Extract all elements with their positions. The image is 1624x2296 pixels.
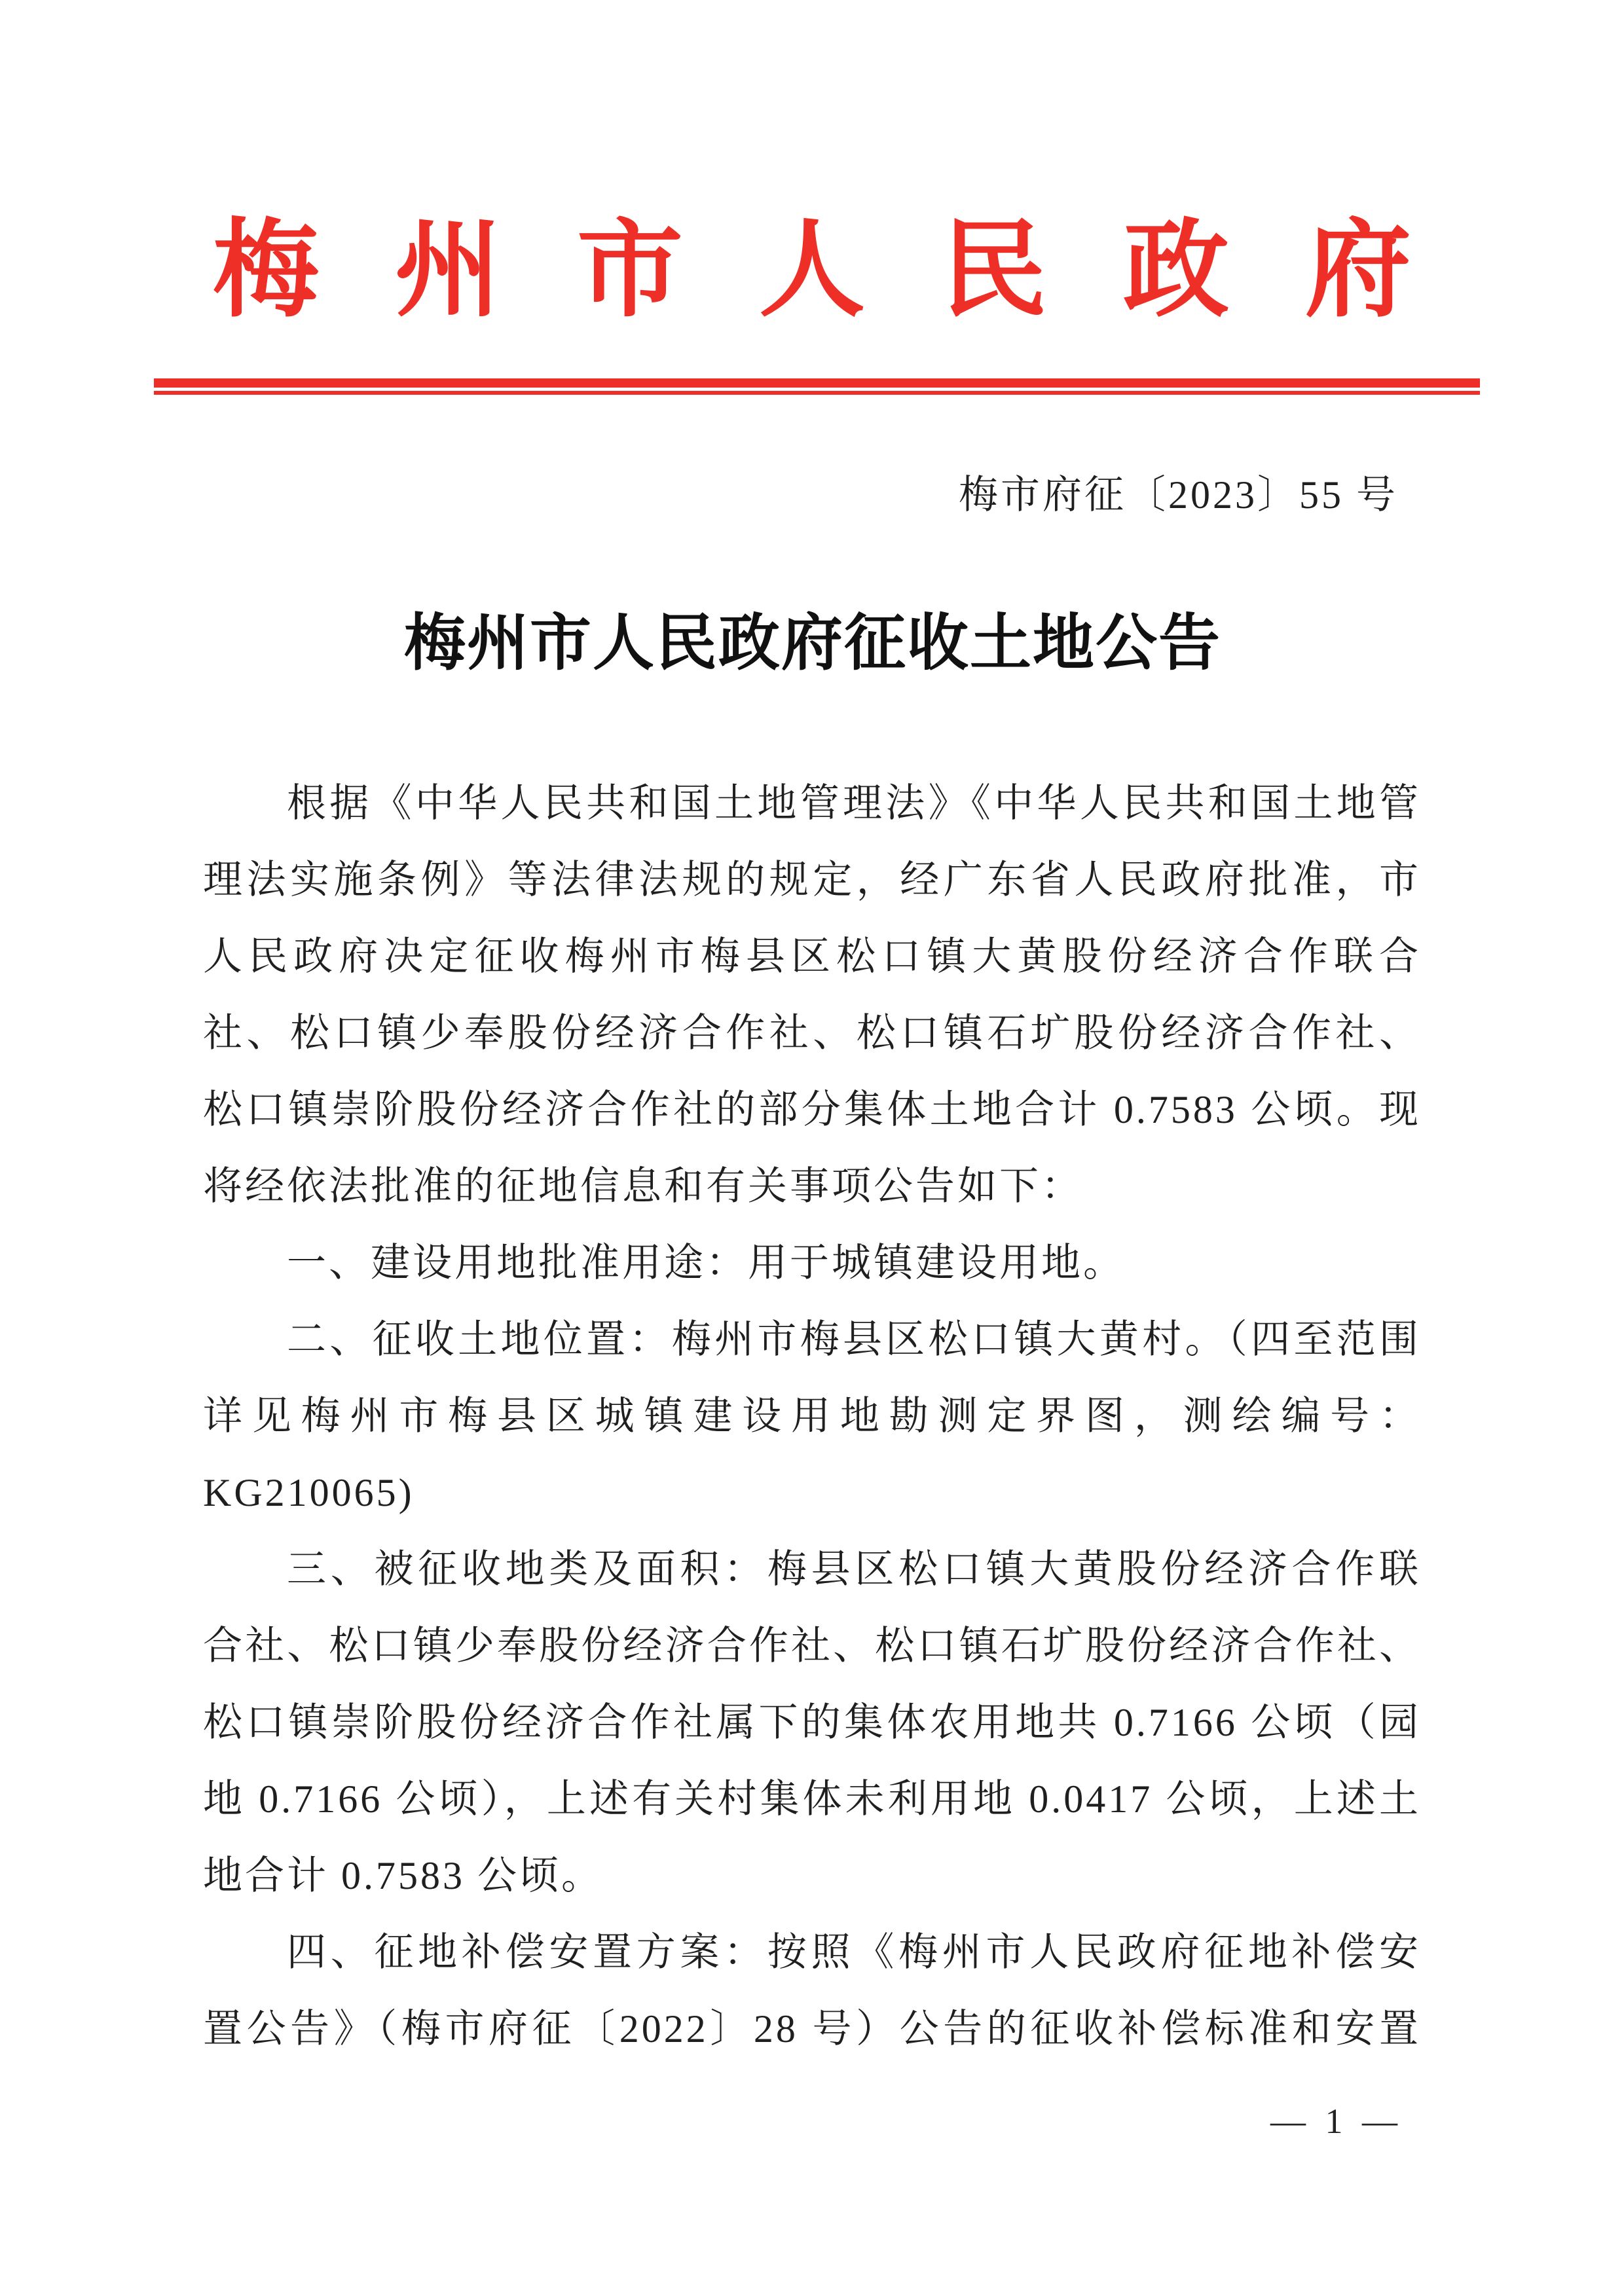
body-line: 四、征地补偿安置方案：按照《梅州市人民政府征地补偿安	[287, 1931, 1421, 1974]
document-number: 梅市府征〔2023〕55 号	[959, 473, 1398, 517]
body-line: 人民政府决定征收梅州市梅县区松口镇大黄股份经济合作联合	[203, 935, 1421, 978]
body-line: KG210065)	[203, 1471, 415, 1514]
body-line: 二、征收土地位置：梅州市梅县区松口镇大黄村。（四至范围	[287, 1318, 1421, 1361]
body-line: 社、松口镇少奉股份经济合作社、松口镇石圹股份经济合作社、	[203, 1011, 1421, 1055]
body-line: 三、被征收地类及面积：梅县区松口镇大黄股份经济合作联	[287, 1548, 1421, 1591]
body-line: 地合计 0.7583 公顷。	[203, 1854, 603, 1897]
page-number: — 1 —	[1270, 2102, 1403, 2141]
body-line: 详见梅州市梅县区城镇建设用地勘测定界图，测绘编号：	[203, 1394, 1421, 1438]
body-line: 将经依法批准的征地信息和有关事项公告如下：	[203, 1165, 1083, 1208]
body-line: 松口镇崇阶股份经济合作社的部分集体土地合计 0.7583 公顷。现	[203, 1088, 1421, 1131]
letterhead-title: 梅州市人民政府	[213, 213, 1487, 330]
body-line: 一、建设用地批准用途：用于城镇建设用地。	[287, 1241, 1125, 1285]
body-line: 理法实施条例》等法律法规的规定，经广东省人民政府批准，市	[203, 858, 1421, 902]
body-line: 地 0.7166 公顷），上述有关村集体未利用地 0.0417 公顷，上述土	[203, 1777, 1421, 1821]
body-line: 合社、松口镇少奉股份经济合作社、松口镇石圹股份经济合作社、	[203, 1624, 1421, 1667]
letterhead-divider	[154, 378, 1480, 395]
body-line: 松口镇崇阶股份经济合作社属下的集体农用地共 0.7166 公顷（园	[203, 1701, 1421, 1744]
announcement-title: 梅州市人民政府征收土地公告	[403, 610, 1221, 678]
body-line: 根据《中华人民共和国土地管理法》《中华人民共和国土地管	[287, 782, 1421, 825]
body-line: 置公告》（梅市府征〔2022〕28 号）公告的征收补偿标准和安置	[203, 2007, 1421, 2050]
announcement-body	[203, 765, 1421, 2068]
